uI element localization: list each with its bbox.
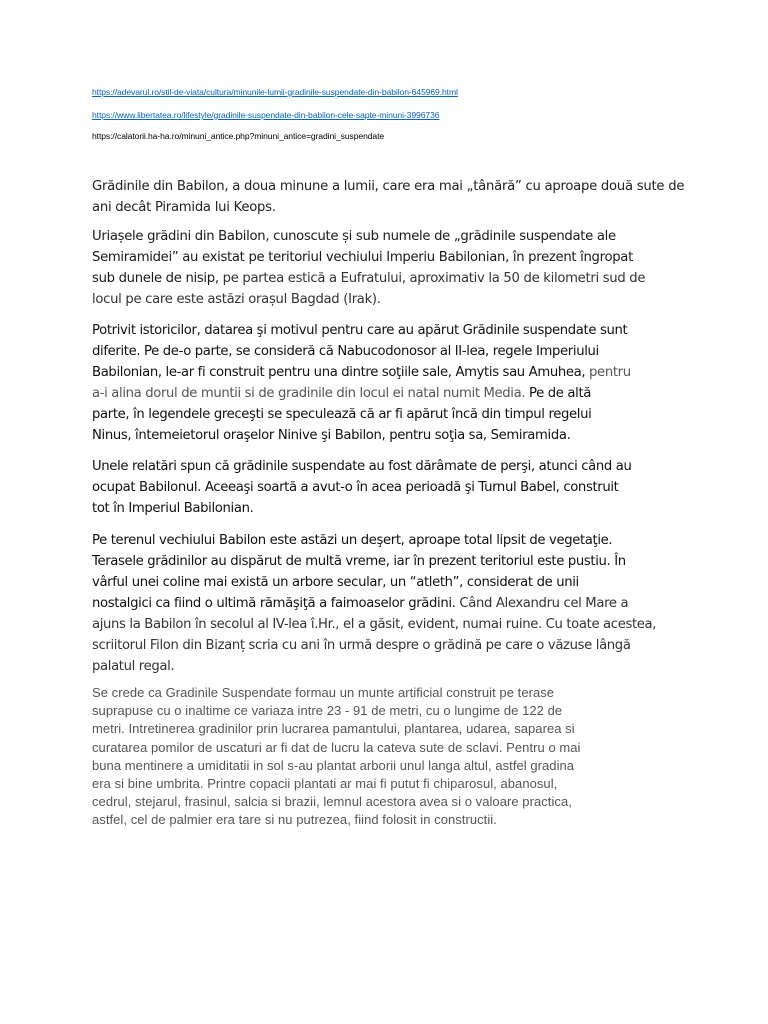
paragraph-intro xyxy=(92,176,685,218)
paragraph-destruction xyxy=(92,456,682,519)
text-line xyxy=(92,268,682,289)
text-line: metri. Intretinerea gradinilor prin lucrarea pamantului, plantarea, udarea, saparea si xyxy=(92,721,575,737)
text-span: Când Alexandru cel Mare a xyxy=(455,596,629,611)
text-line: Ninus, întemeietorul oraşelor Ninive şi Babilon, pentru soţia sa, Semiramida. xyxy=(92,428,571,443)
text-line: Se crede ca Gradinile Suspendate formau un munte artificial construit pe terase xyxy=(92,685,555,700)
paragraph-historians xyxy=(92,320,682,446)
text-line xyxy=(92,383,682,404)
text-line: Semiramidei” au existat pe teritoriul vechiului Imperiu Babilonian, în prezent îngropat xyxy=(92,250,633,265)
source-link-libertatea[interactable]: https://www.libertatea.ro/lifestyle/gradinile-suspendate-din-babilon-cele-sapte-minuni-3996736 xyxy=(92,110,440,120)
text-line: Pe terenul vechiului Babilon este astăzi un deşert, aproape total lipsit de vegetaţie. xyxy=(92,533,613,548)
text-line: Grădinile din Babilon, a doua minune a lumii, care era mai „tânără” cu aproape două sute de xyxy=(92,179,685,194)
text-line: tot în Imperiul Babilonian. xyxy=(92,501,254,516)
text-line: ocupat Babilonul. Aceeaşi soartă a avut-o în acea perioadă şi Turnul Babel, construit xyxy=(92,480,619,495)
paragraph-gardens-location xyxy=(92,226,682,310)
text-span: a-i alina dorul de muntii si de gradinile din locul ei natal numit Media. xyxy=(92,386,526,401)
text-line: palatul regal. xyxy=(92,659,175,674)
text-span: pentru xyxy=(585,365,631,380)
text-line: Uriașele grădini din Babilon, cunoscute și sub numele de „grădinile suspendate ale xyxy=(92,229,616,244)
text-span: pe partea estică a Eufratului, aproximativ la 50 de kilometri sud de xyxy=(218,271,646,286)
text-span: sub dunele de nisip, xyxy=(92,271,219,286)
text-line xyxy=(92,362,682,383)
source-link-adevarul[interactable]: https://adevarul.ro/stil-de-viata/cultura/minunile-lumii-gradinile-suspendate-din-babilon-645969.html xyxy=(92,87,458,97)
text-line: vârful unei coline mai există un arbore secular, un “atleth”, considerat de unii xyxy=(92,575,579,590)
text-line: Terasele grădinilor au dispărut de multă vreme, iar în prezent teritoriul este pustiu. În xyxy=(92,554,626,569)
text-line: curatarea pomilor de uscaturi ar fi dat de lucru la cateva sute de sclavi. Pentru o mai xyxy=(92,739,581,755)
text-line: parte, în legendele greceşti se speculează că ar fi apărut încă din timpul regelui xyxy=(92,407,592,422)
text-line: Potrivit istoricilor, datarea şi motivul pentru care au apărut Grădinile suspendate sunt xyxy=(92,323,628,338)
source-url-calatorii: https://calatorii.ha-ha.ro/minuni_antice.php?minuni_antice=gradini_suspendate xyxy=(92,131,385,141)
text-line xyxy=(92,593,682,614)
text-line: scriitorul Filon din Bizanț scria cu ani în urmă despre o grădină pe care o văzuse lângă xyxy=(92,638,631,653)
text-line: suprapuse cu o inaltime ce variaza intre 23 - 91 de metri, cu o lungime de 122 de xyxy=(92,703,563,719)
paragraph-desert-today xyxy=(92,530,682,677)
paragraph-artificial-mountain xyxy=(92,684,692,830)
text-span: Pe de altă xyxy=(525,386,591,401)
text-line: astfel, cel de palmier era tare si nu putrezea, fiind folosit in constructii. xyxy=(92,812,497,828)
text-line: locul pe care este astăzi orașul Bagdad (Irak). xyxy=(92,292,381,307)
text-line: cedrul, stejarul, frasinul, salcia si brazii, lemnul acestora avea si o valoare practica, xyxy=(92,794,572,810)
text-line: ani decât Piramida lui Keops. xyxy=(92,200,276,215)
text-line: era si bine umbrita. Printre copacii plantati ar mai fi putut fi chiparosul, abanosul, xyxy=(92,776,558,792)
text-span: Babilonian, le-ar fi construit pentru una dintre soţiile sale, Amytis sau Amuhea, xyxy=(92,365,586,380)
text-line: diferite. Pe de-o parte, se consideră că Nabucodonosor al II-lea, regele Imperiului xyxy=(92,344,599,359)
text-span: nostalgici ca fiind o ultimă rămăşiţă a faimoaselor grădini. xyxy=(92,596,456,611)
text-line: ajuns la Babilon în secolul al IV-lea î.Hr., el a găsit, evident, numai ruine. Cu toate acestea, xyxy=(92,617,657,632)
text-line: Unele relatări spun că grădinile suspendate au fost dărâmate de perşi, atunci când au xyxy=(92,459,632,474)
text-line: buna mentinere a umiditatii in sol s-au plantat arborii unul langa altul, astfel gradina xyxy=(92,757,575,773)
